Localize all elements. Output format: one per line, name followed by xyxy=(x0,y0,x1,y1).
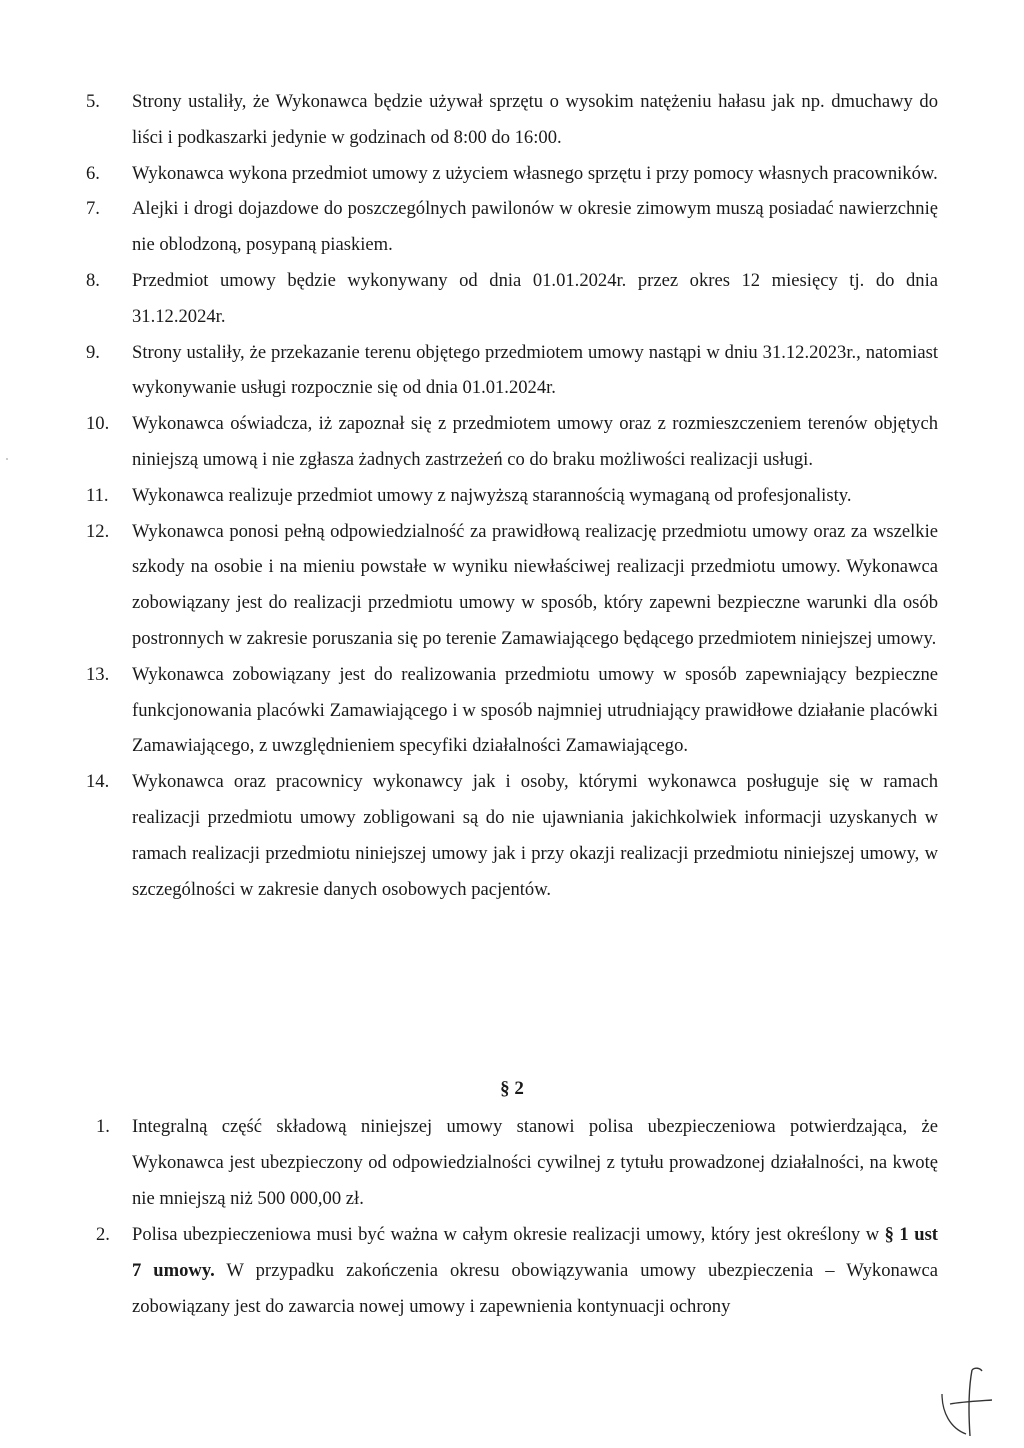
list-item xyxy=(86,84,938,156)
list-item xyxy=(86,335,938,407)
item-text: Alejki i drogi dojazdowe do poszczególnych pawilonów w okresie zimowym muszą posiadać nawierzchnię nie oblodzoną, posypaną piaskiem. xyxy=(132,198,938,256)
list-item xyxy=(86,156,938,192)
item-text: Wykonawca oświadcza, iż zapoznał się z przedmiotem umowy oraz z rozmieszczeniem terenów objętych niniejszą umową i nie zgłasza żadnych zastrzeżeń co do braku możliwości realizacji usługi. xyxy=(132,413,938,470)
signature-initial-icon xyxy=(936,1366,996,1442)
item-text-part: Polisa ubezpieczeniowa musi być ważna w całym okresie realizacji umowy, który jest określony w xyxy=(132,1224,885,1245)
section-heading: § 2 xyxy=(500,1078,524,1099)
item-number: 1. xyxy=(96,1116,110,1137)
list-item xyxy=(86,478,938,514)
list-item xyxy=(86,1217,938,1325)
item-text: Wykonawca wykona przedmiot umowy z użyciem własnego sprzętu i przy pomocy własnych pracowników. xyxy=(132,162,938,184)
item-text: Wykonawca zobowiązany jest do realizowania przedmiotu umowy w sposób zapewniający bezpieczne funkcjonowania placówki Zamawiającego i w sposób najmniej utrudniający prawidłowe działanie placówki Zamawiającego, z uwzględnieniem specyfiki działalności Zamawiającego. xyxy=(132,663,938,757)
section-2-list xyxy=(86,1109,938,1325)
scan-speck xyxy=(6,458,8,460)
item-text-part: W przypadku zakończenia okresu obowiązywania umowy ubezpieczenia – Wykonawca zobowiązany jest do zawarcia nowej umowy i zapewnienia kontynuacji ochrony xyxy=(132,1260,938,1317)
item-text: Wykonawca oraz pracownicy wykonawcy jak i osoby, którymi wykonawca posługuje się w ramach realizacji przedmiotu umowy zobligowani są do nie ujawniania jakichkolwiek informacji uzyskanych w ramach realizacji przedmiotu niniejszej umowy jak i przy okazji realizacji przedmiotu niniejszej umowy, w szczególności w zakresie danych osobowych pacjentów. xyxy=(132,771,938,900)
item-number: 14. xyxy=(86,771,110,793)
list-item xyxy=(86,514,938,657)
item-text: Integralną część składową niniejszej umowy stanowi polisa ubezpieczeniowa potwierdzająca, że Wykonawca jest ubezpieczony od odpowiedzialności cywilnej z tytułu prowadzonej działalności, na kwotę nie mniejszą niż 500 000,00 zł. xyxy=(132,1116,938,1209)
item-number: 10. xyxy=(86,413,110,435)
item-number: 6. xyxy=(86,162,100,184)
item-number: 11. xyxy=(86,484,109,506)
item-text-reference: § 1 ust 7 umowy. xyxy=(132,1224,938,1281)
item-number: 7. xyxy=(86,198,100,220)
list-item xyxy=(86,263,938,335)
list-item xyxy=(86,191,938,263)
item-number: 12. xyxy=(86,520,110,542)
section-1-list xyxy=(86,84,938,907)
item-text: Wykonawca ponosi pełną odpowiedzialność za prawidłową realizację przedmiotu umowy oraz za wszelkie szkody na osobie i na mieniu powstałe w wyniku niewłaściwej realizacji przedmiotu umowy. Wykonawca zobowiązany jest do realizacji przedmiotu umowy w sposób, który zapewni bezpieczne warunki dla osób postronnych w zakresie poruszania się po terenie Zamawiającego będącego przedmiotem niniejszej umowy. xyxy=(132,520,938,649)
list-item xyxy=(86,764,938,907)
item-text: Wykonawca realizuje przedmiot umowy z najwyższą starannością wymaganą od profesjonalisty. xyxy=(132,484,852,506)
list-item xyxy=(86,657,938,764)
list-item xyxy=(86,1109,938,1217)
item-text xyxy=(132,1217,938,1325)
item-number: 13. xyxy=(86,663,110,685)
item-number: 9. xyxy=(86,341,100,363)
item-number: 8. xyxy=(86,269,100,291)
item-text: Przedmiot umowy będzie wykonywany od dnia 01.01.2024r. przez okres 12 miesięcy tj. do dnia 31.12.2024r. xyxy=(132,269,938,327)
item-text: Strony ustaliły, że przekazanie terenu objętego przedmiotem umowy nastąpi w dniu 31.12.2023r., natomiast wykonywanie usługi rozpocznie się od dnia 01.01.2024r. xyxy=(132,341,938,399)
list-item xyxy=(86,406,938,478)
item-text: Strony ustaliły, że Wykonawca będzie używał sprzętu o wysokim natężeniu hałasu jak np. dmuchawy do liści i podkaszarki jedynie w godzinach od 8:00 do 16:00. xyxy=(132,91,938,148)
item-number: 2. xyxy=(96,1224,110,1245)
item-number: 5. xyxy=(86,91,100,112)
